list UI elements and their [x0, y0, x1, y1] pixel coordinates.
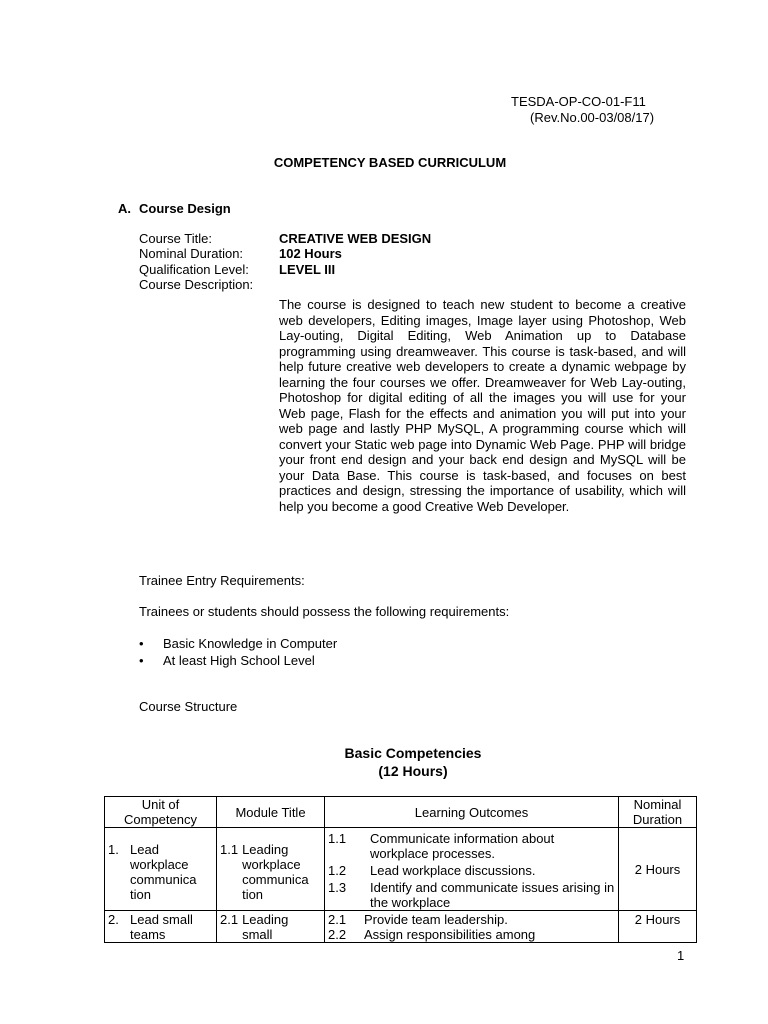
table-header-outcomes: Learning Outcomes: [325, 797, 619, 828]
list-item: [139, 636, 337, 651]
competency-table: [104, 796, 697, 943]
outcome-text: Provide team leadership.: [364, 912, 508, 927]
module-title: Leading workplace communica tion: [242, 842, 309, 902]
bullet-icon: •: [139, 653, 144, 668]
learning-outcome: [328, 831, 615, 861]
unit-number: 2.: [108, 912, 119, 927]
course-description-label: Course Description:: [139, 277, 254, 292]
course-title-label: Course Title:: [139, 231, 212, 246]
table-row: [105, 828, 697, 911]
section-title: Course Design: [139, 201, 231, 216]
entry-requirements-heading: Trainee Entry Requirements:: [139, 573, 305, 588]
outcome-number: 1.1: [328, 831, 347, 846]
bullet-text: At least High School Level: [163, 653, 315, 668]
list-item: [139, 653, 315, 668]
course-title-value: CREATIVE WEB DESIGN: [279, 231, 432, 246]
outcome-text: Lead workplace discussions.: [370, 863, 536, 878]
bullet-text: Basic Knowledge in Computer: [163, 636, 338, 651]
nominal-duration: 2 Hours: [619, 828, 697, 911]
outcome-text: Assign responsibilities among: [364, 927, 536, 942]
course-description: The course is designed to teach new student to become a creative web developers, Editing images, Image layer using Photoshop, Web Lay-outing, Digital Editing, Web Animation up to Database programming using dreamweaver. This course is task-based, and will help future creative web developers to create a dynamic webpage by learning the four courses we offer. Dreamweaver for Web Lay-outing, Photoshop for digital editing of all the images you will use for your Web page, Flash for the effects and animation you will put into your web page and lastly PHP MySQL, A programming course which will convert your Static web page into Dynamic Web Page. PHP will bridge your front end design and your back end design and MySQL will be your Data Base. This course is task-based, and focuses on best practices and design, stressing the importance of usability, which will help you become a good Creative Web Developer.: [279, 297, 686, 514]
nominal-duration-value: 102 Hours: [279, 246, 342, 261]
basic-competencies-hours: (12 Hours): [378, 763, 448, 779]
course-structure-heading: Course Structure: [139, 699, 238, 714]
entry-requirements-intro: Trainees or students should possess the following requirements:: [139, 604, 510, 619]
module-title: Leading small: [242, 912, 289, 942]
table-header-unit: Unit of Competency: [105, 797, 217, 828]
table-row: [105, 911, 697, 943]
outcome-text: Communicate information about workplace processes.: [370, 831, 555, 861]
module-number: 2.1: [220, 912, 239, 927]
outcome-number: 2.1: [328, 912, 347, 927]
unit-of-competency: Lead small teams: [130, 912, 193, 942]
revision-number: (Rev.No.00-03/08/17): [530, 110, 655, 125]
nominal-duration-label: Nominal Duration:: [139, 246, 244, 261]
learning-outcome: [328, 927, 615, 942]
page-number: 1: [677, 948, 685, 963]
learning-outcome: [328, 912, 615, 927]
outcome-text: Identify and communicate issues arising in the workplace: [370, 880, 615, 910]
bullet-icon: •: [139, 636, 144, 651]
learning-outcome: [328, 863, 615, 878]
outcome-number: 1.3: [328, 880, 347, 895]
module-number: 1.1: [220, 842, 239, 857]
learning-outcome: [328, 880, 615, 910]
qualification-level-label: Qualification Level:: [139, 262, 249, 277]
unit-of-competency: Lead workplace communica tion: [130, 842, 197, 902]
nominal-duration: 2 Hours: [619, 911, 697, 943]
outcome-number: 2.2: [328, 927, 347, 942]
form-code: TESDA-OP-CO-01-F11: [511, 94, 646, 109]
qualification-level-value: LEVEL III: [279, 262, 336, 277]
basic-competencies-title: Basic Competencies: [344, 745, 482, 761]
section-label: A.: [118, 201, 131, 216]
table-header-duration: Nominal Duration: [619, 797, 697, 828]
outcome-number: 1.2: [328, 863, 347, 878]
document-title: COMPETENCY BASED CURRICULUM: [273, 155, 507, 170]
unit-number: 1.: [108, 842, 119, 857]
table-header-module: Module Title: [217, 797, 325, 828]
